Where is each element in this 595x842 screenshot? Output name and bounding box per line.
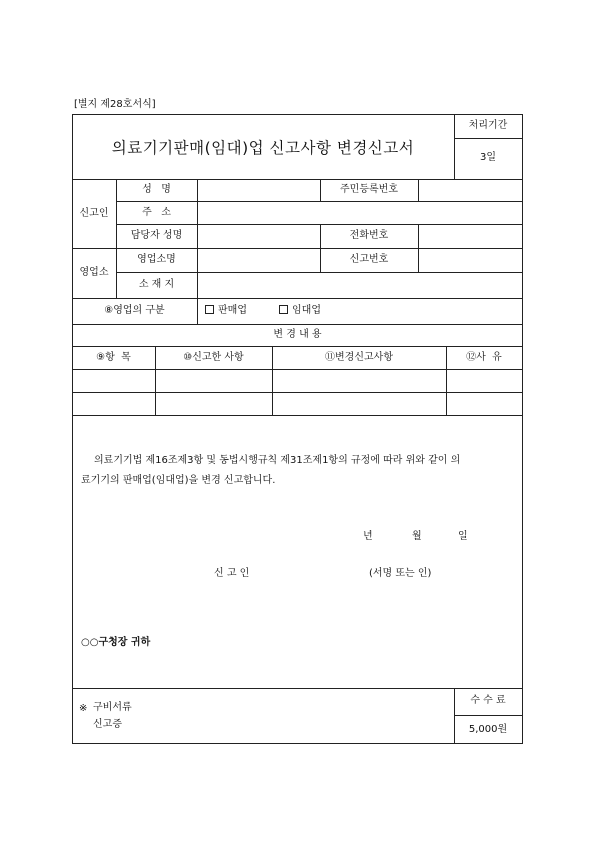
date-day-label: 일 (458, 531, 468, 542)
type-option-rental-label: 임대업 (292, 305, 321, 316)
fee-value: 5,000원 (468, 724, 508, 735)
fee-label: 수 수 료 (470, 695, 506, 706)
change-new-cell[interactable] (273, 393, 445, 414)
address-label: 주 소 (142, 207, 171, 218)
registration-number-field[interactable] (419, 249, 521, 271)
change-reported-cell[interactable] (156, 393, 271, 414)
column-reason: ⑫사 유 (466, 352, 502, 363)
changes-header: 변 경 내 용 (273, 329, 322, 340)
location-label: 소 재 지 (138, 279, 175, 290)
signer-label: 신 고 인 (214, 568, 250, 579)
change-item-cell[interactable] (73, 393, 154, 414)
processing-label: 처리기간 (468, 120, 508, 131)
applicant-group-label: 신고인 (79, 208, 109, 219)
business-group-label: 영업소 (79, 267, 109, 278)
registration-number-label: 신고번호 (349, 254, 389, 265)
processing-value: 3일 (479, 152, 497, 163)
checkbox-icon[interactable] (279, 305, 288, 314)
column-reported: ⑩신고한 사항 (183, 352, 244, 363)
type-option-sales[interactable] (205, 305, 247, 317)
business-type-label: ⑧영업의 구분 (104, 305, 165, 316)
date-year-label: 년 (363, 531, 373, 542)
type-option-rental[interactable] (279, 305, 321, 317)
column-changed: ⑪변경신고사항 (325, 352, 393, 363)
note-mark: ※ (79, 703, 88, 714)
date-month-label: 월 (412, 531, 422, 542)
required-docs-label: 구비서류 (93, 702, 132, 713)
business-name-field[interactable] (198, 249, 319, 271)
name-field[interactable] (198, 180, 319, 200)
manager-name-label: 담당자 성명 (130, 230, 183, 241)
business-name-label: 영업소명 (137, 254, 176, 265)
statement-line-1: 의료기기법 제16조제3항 및 동법시행규칙 제31조제1항의 규정에 따라 위와 같이 의 (94, 455, 461, 466)
manager-name-field[interactable] (198, 225, 319, 247)
change-reported-cell[interactable] (156, 370, 271, 391)
location-field[interactable] (198, 273, 521, 297)
phone-label: 전화번호 (349, 230, 389, 241)
column-item: ⑨항 목 (96, 352, 131, 363)
signature-label: (서명 또는 인) (369, 568, 432, 579)
form-title: 의료기기판매(임대)업 신고사항 변경신고서 (111, 139, 415, 157)
checkbox-icon[interactable] (205, 305, 214, 314)
required-doc-item: 신고증 (93, 719, 122, 730)
address-field[interactable] (198, 202, 521, 223)
change-new-cell[interactable] (273, 370, 445, 391)
type-option-sales-label: 판매업 (218, 305, 247, 316)
statement-line-2: 료기기의 판매업(임대업)을 변경 신고합니다. (81, 475, 276, 486)
recipient: ○○구청장 귀하 (81, 637, 151, 648)
name-label: 성 명 (142, 184, 171, 195)
rrn-label: 주민등록번호 (340, 184, 398, 195)
form-number: [별지 제28호서식] (74, 99, 156, 110)
change-reason-cell[interactable] (447, 370, 521, 391)
phone-field[interactable] (419, 225, 521, 247)
change-reason-cell[interactable] (447, 393, 521, 414)
rrn-field[interactable] (419, 180, 521, 200)
change-item-cell[interactable] (73, 370, 154, 391)
